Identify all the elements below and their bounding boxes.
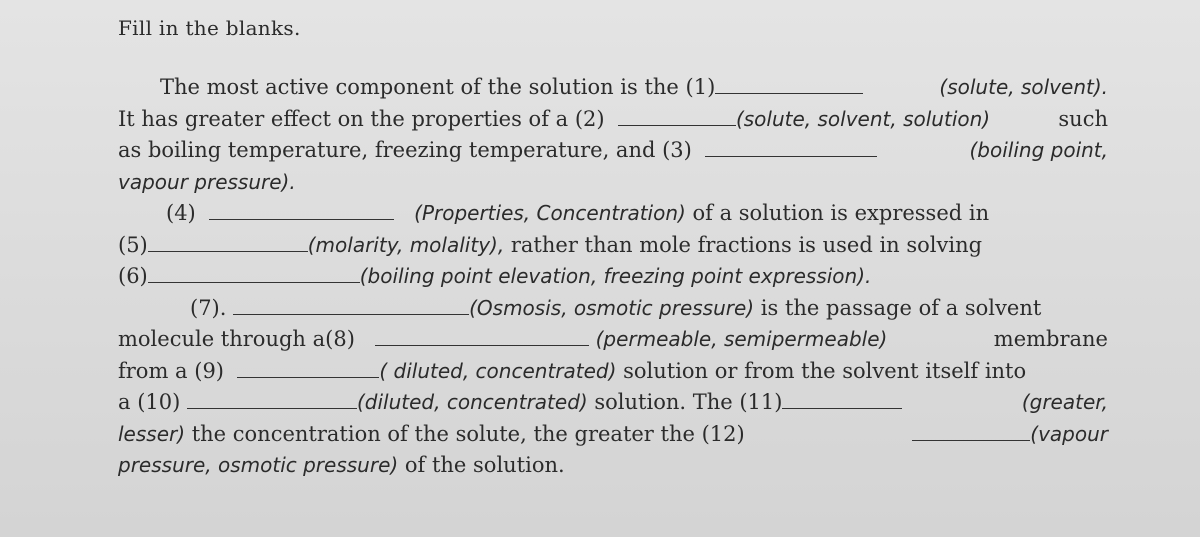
sentence-text: of a solution is expressed in <box>685 201 990 225</box>
blank-10[interactable] <box>187 390 357 409</box>
sentence-text: a <box>118 390 138 414</box>
options-8: (permeable, semipermeable) <box>595 327 888 351</box>
blank-2[interactable] <box>618 107 736 126</box>
sentence-line-13 <box>118 450 1108 482</box>
sentence-line-5 <box>118 198 1108 230</box>
options-11-continued: lesser) <box>118 421 186 446</box>
sentence-line-12 <box>118 419 1108 451</box>
sentence-text: solution. The <box>587 390 740 414</box>
sentence-text: of the solution. <box>398 453 565 477</box>
options-5: (molarity, molality), <box>307 232 505 257</box>
fill-in-paragraph <box>118 72 1108 482</box>
options-1: (solute, solvent). <box>939 75 1108 99</box>
sentence-text: such <box>1058 106 1108 131</box>
sentence-text: The most active component of the solution is the <box>160 75 686 99</box>
options-7: (Osmosis, osmotic pressure) <box>469 295 755 320</box>
blank-12-group <box>912 419 1108 451</box>
blank-11[interactable] <box>782 390 902 409</box>
blank-number-8: (8) <box>325 327 355 351</box>
sentence-line-7 <box>118 261 1108 293</box>
sentence-line-11 <box>118 387 1108 419</box>
blank-3[interactable] <box>705 138 877 157</box>
blank-9[interactable] <box>237 359 379 378</box>
sentence-line-3 <box>118 135 1108 167</box>
sentence-text: molecule through a <box>118 327 326 351</box>
blank-number-11: (11) <box>739 390 783 414</box>
blank-number-3: (3) <box>662 138 692 162</box>
blank-number-1: (1) <box>685 75 716 99</box>
sentence-text: membrane <box>993 327 1108 351</box>
blank-number-4: (4) <box>166 201 196 225</box>
sentence-line-2 <box>118 104 1108 136</box>
options-11: (greater, <box>1021 390 1108 414</box>
blank-1[interactable] <box>715 75 863 94</box>
options-4: (Properties, Concentration) <box>414 201 686 225</box>
instruction-heading: Fill in the blanks. <box>118 16 301 40</box>
sentence-line-1 <box>118 72 1108 104</box>
blank-number-6: (6) <box>118 264 148 288</box>
sentence-text: as boiling temperature, freezing temperature, and <box>118 138 663 162</box>
options-3: (boiling point, <box>969 138 1108 162</box>
options-10: (diluted, concentrated) <box>357 390 588 414</box>
blank-5[interactable] <box>148 233 308 252</box>
sentence-text: is the passage of a solvent <box>754 295 1042 320</box>
options-6: (boiling point elevation, freezing point expression). <box>359 264 872 288</box>
blank-number-9: (9) <box>194 358 224 383</box>
sentence-text: solution or from the solvent itself into <box>616 358 1027 383</box>
blank-6[interactable] <box>148 264 360 283</box>
blank-number-2: (2) <box>574 106 605 131</box>
options-12: (vapour <box>1030 421 1108 446</box>
sentence-line-9 <box>118 324 1108 356</box>
sentence-text: It has greater effect on the properties of a <box>118 106 575 131</box>
blank-7[interactable] <box>233 296 469 315</box>
sentence-line-6 <box>118 230 1108 262</box>
options-12-continued: pressure, osmotic pressure) <box>118 453 399 477</box>
blank-12[interactable] <box>912 422 1030 441</box>
blank-number-7: (7). <box>190 295 227 320</box>
sentence-line-4 <box>118 167 1108 199</box>
options-2: (solute, solvent, solution) <box>735 106 991 131</box>
blank-number-5: (5) <box>118 232 148 257</box>
blank-8[interactable] <box>375 327 589 346</box>
sentence-line-10 <box>118 356 1108 388</box>
blank-number-10: (10) <box>137 390 181 414</box>
options-3-continued: vapour pressure). <box>118 169 296 194</box>
sentence-text: from a <box>118 358 195 383</box>
blank-number-12: (12) <box>701 421 745 446</box>
sentence-line-8 <box>118 293 1108 325</box>
sentence-text: rather than mole fractions is used in solving <box>504 232 983 257</box>
blank-4[interactable] <box>209 201 394 220</box>
options-9: ( diluted, concentrated) <box>379 358 617 383</box>
sentence-text: the concentration of the solute, the greater the <box>185 421 702 446</box>
